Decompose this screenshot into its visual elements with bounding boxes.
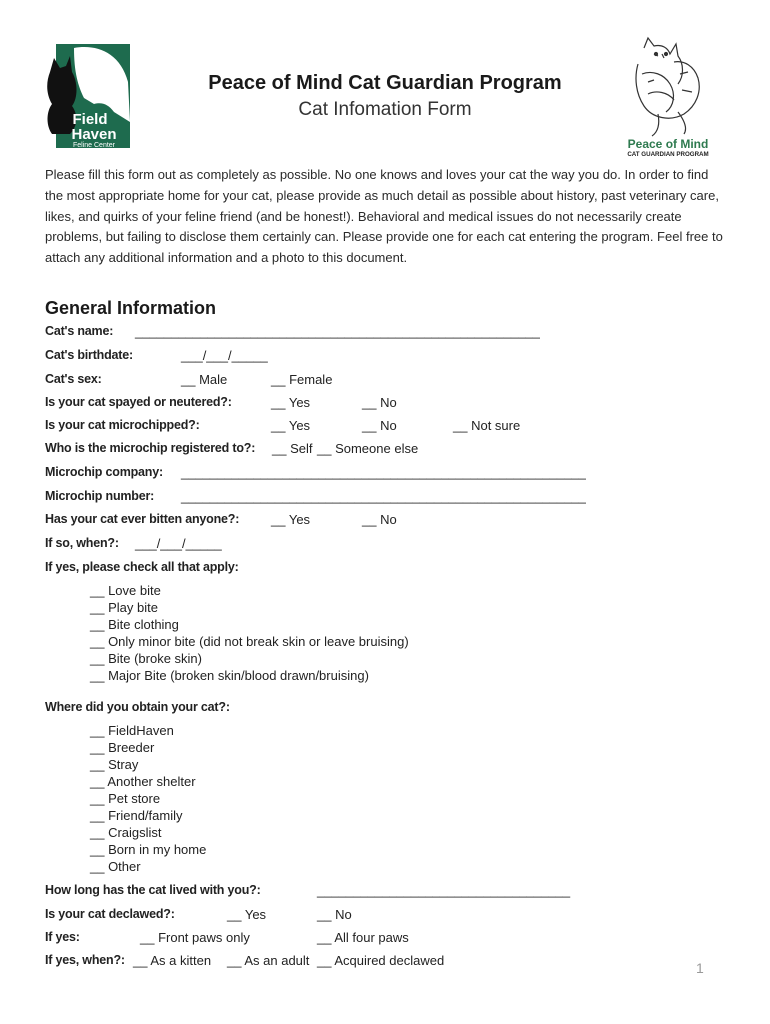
intro-paragraph: Please fill this form out as completely as possible. No one knows and loves your cat the way you do. In order to find the most appropriate home for your cat, please provide as much detail as possible about history, past veterinary care, likes, and quirks of your feline friend (and be honest!). Behavioral and medical issues do not necessarily create problems, but failing to disclose them certainly can. Please provide one for each cat entering the program. Feel free to attach any additional information and a photo to this document. [45, 167, 723, 266]
logo-field-text: Field [72, 111, 108, 128]
bite-type-option[interactable]: __ Bite (broke skin) [90, 651, 202, 666]
bite-type-option[interactable]: __ Play bite [90, 600, 158, 615]
declaw-type-label: If yes: [45, 930, 80, 944]
obtain-option[interactable]: __ Born in my home [90, 842, 207, 857]
section-general-information: General Information [45, 298, 217, 318]
obtain-option[interactable]: __ Another shelter [90, 774, 196, 789]
check-all-label: If yes, please check all that apply: [45, 560, 239, 574]
bite-type-list [90, 582, 409, 684]
bite-when-field[interactable]: ___/___/_____ [135, 536, 222, 551]
obtain-option[interactable]: __ Other [90, 859, 141, 874]
spayed-yes-option[interactable]: __ Yes [271, 395, 311, 410]
logo-peace-text: Peace of Mind [627, 137, 709, 151]
declaw-kitten-option[interactable]: __ As a kitten [133, 953, 212, 968]
declaw-when-label: If yes, when?: [45, 953, 125, 967]
spayed-no-option[interactable]: __ No [362, 395, 397, 410]
obtain-option[interactable]: __ Breeder [90, 740, 155, 755]
declaw-adult-option[interactable]: __ As an adult [227, 953, 310, 968]
microchipped-label: Is your cat microchipped?: [45, 418, 200, 432]
bite-type-option[interactable]: __ Bite clothing [90, 617, 179, 632]
bite-type-option[interactable]: __ Love bite [90, 583, 161, 598]
bite-type-option[interactable]: __ Major Bite (broken skin/blood drawn/bruising) [90, 668, 369, 683]
registered-self-option[interactable]: __ Self [272, 441, 313, 456]
obtain-option[interactable]: __ Craigslist [90, 825, 162, 840]
spayed-label: Is your cat spayed or neutered?: [45, 395, 232, 409]
microchipped-notsure-option[interactable]: __ Not sure [453, 418, 521, 433]
form-subtitle: Cat Infomation Form [298, 99, 472, 120]
declaw-acquired-option[interactable]: __ Acquired declawed [317, 953, 445, 968]
fieldhaven-logo [44, 42, 132, 150]
obtain-option[interactable]: __ Friend/family [90, 808, 183, 823]
chip-company-label: Microchip company: [45, 465, 163, 479]
chip-number-field[interactable]: ________________________________________________________ [181, 489, 586, 504]
declawed-label: Is your cat declawed?: [45, 907, 175, 921]
cat-name-label: Cat's name: [45, 324, 114, 338]
obtain-option[interactable]: __ Stray [90, 757, 139, 772]
fieldhaven-logo-graphic [44, 42, 132, 150]
obtain-list [90, 722, 206, 875]
microchipped-no-option[interactable]: __ No [362, 418, 397, 433]
sex-male-option[interactable]: __ Male [181, 372, 228, 387]
obtain-option[interactable]: __ Pet store [90, 791, 161, 806]
bite-type-option[interactable]: __ Only minor bite (did not break skin or leave bruising) [90, 634, 409, 649]
declaw-all-option[interactable]: __ All four paws [317, 930, 409, 945]
declaw-front-option[interactable]: __ Front paws only [140, 930, 250, 945]
sex-label: Cat's sex: [45, 372, 102, 386]
bitten-label: Has your cat ever bitten anyone?: [45, 512, 240, 526]
registered-label: Who is the microchip registered to?: [45, 441, 256, 455]
obtain-label: Where did you obtain your cat?: [45, 700, 230, 714]
birthdate-field[interactable]: ___/___/_____ [181, 348, 268, 363]
microchipped-yes-option[interactable]: __ Yes [271, 418, 311, 433]
declawed-no-option[interactable]: __ No [317, 907, 352, 922]
cats-hugging-illustration [618, 34, 718, 158]
lived-field[interactable]: ___________________________________ [317, 883, 571, 898]
birthdate-label: Cat's birthdate: [45, 348, 133, 362]
logo-haven-text: Haven [71, 126, 117, 143]
logo-feline-text: Feline Center [72, 142, 116, 149]
bitten-yes-option[interactable]: __ Yes [271, 512, 311, 527]
logo-program-text: CAT GUARDIAN PROGRAM [627, 151, 709, 158]
chip-number-label: Microchip number: [45, 489, 155, 503]
bitten-no-option[interactable]: __ No [362, 512, 397, 527]
lived-label: How long has the cat lived with you?: [45, 883, 261, 897]
registered-someone-option[interactable]: __ Someone else [317, 441, 419, 456]
bite-when-label: If so, when?: [45, 536, 119, 550]
form-title: Peace of Mind Cat Guardian Program [208, 72, 562, 94]
chip-company-field[interactable]: ________________________________________________________ [181, 465, 586, 480]
page-number: 1 [696, 960, 704, 976]
sex-female-option[interactable]: __ Female [271, 372, 333, 387]
peace-of-mind-logo [618, 34, 718, 158]
obtain-option[interactable]: __ FieldHaven [90, 723, 174, 738]
cat-name-field[interactable]: ________________________________________________________ [135, 324, 540, 339]
declawed-yes-option[interactable]: __ Yes [227, 907, 267, 922]
